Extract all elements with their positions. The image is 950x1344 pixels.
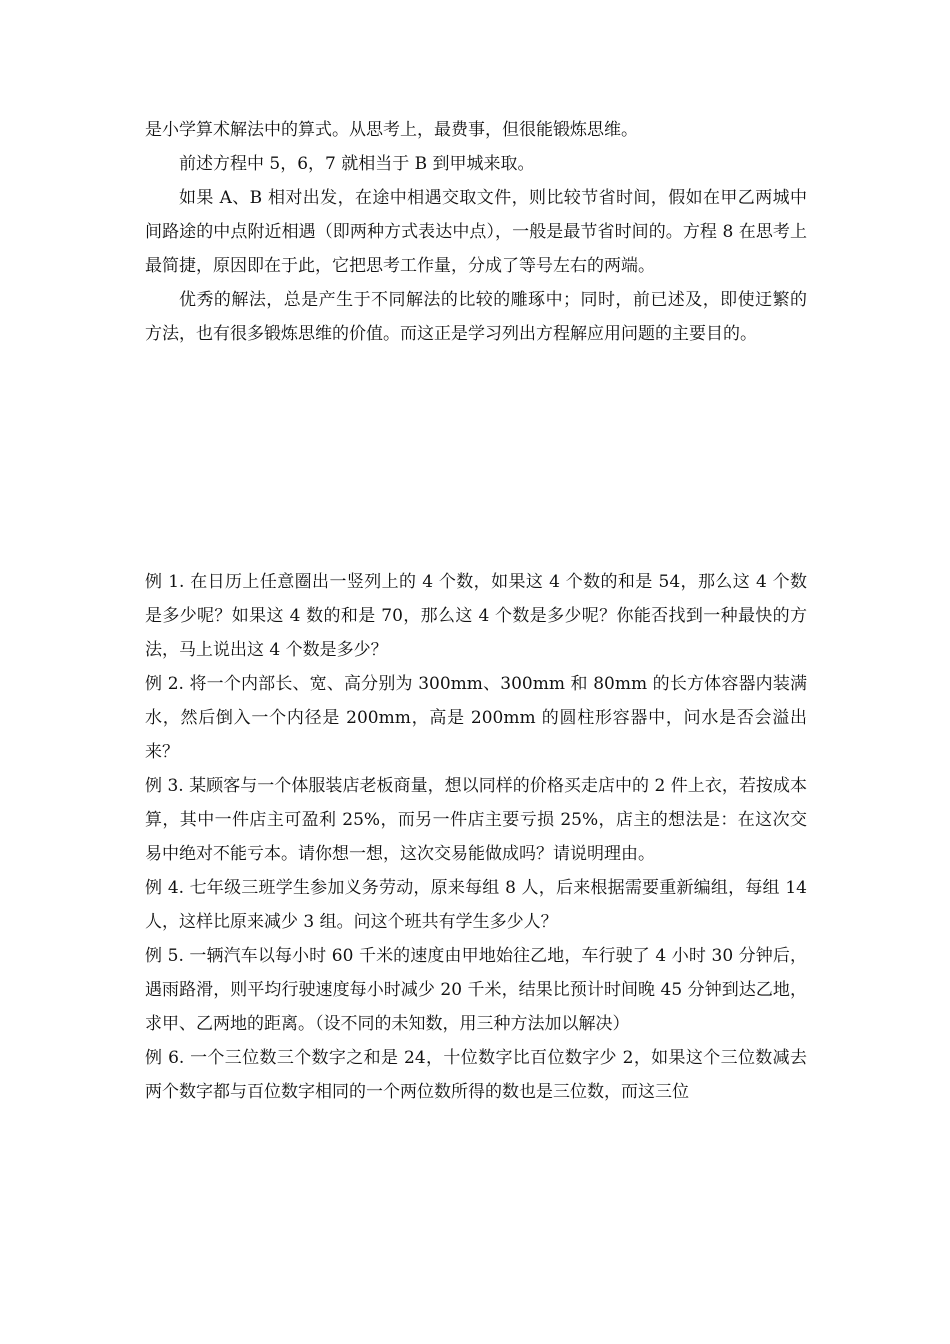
paragraph: 优秀的解法，总是产生于不同解法的比较的雕琢中；同时，前已述及，即使迂繁的方法，也有很多锻炼思维的价值。而这正是学习列出方程解应用问题的主要目的。 [145,290,807,344]
example-item: 例 1. 在日历上任意圈出一竖列上的 4 个数，如果这 4 个数的和是 54，那么这 4 个数是多少呢？如果这 4 数的和是 70，那么这 4 个数是多少呢？你能否找到一种最快的方法，马上说出这 4 个数是多少？ [145,572,807,660]
example-item: 例 6. 一个三位数三个数字之和是 24，十位数字比百位数字少 2，如果这个三位数减去两个数字都与百位数字相同的一个两位数所得的数也是三位数，而这三位 [145,1048,807,1102]
example-item: 例 4. 七年级三班学生参加义务劳动，原来每组 8 人，后来根据需要重新编组，每组 14 人，这样比原来减少 3 组。问这个班共有学生多少人？ [145,878,807,932]
example-item: 例 2. 将一个内部长、宽、高分别为 300mm、300mm 和 80mm 的长方体容器内装满水，然后倒入一个内径是 200mm，高是 200mm 的圆柱形容器中，问水是否会溢出来？ [145,674,807,762]
paragraph: 前述方程中 5，6，7 就相当于 B 到甲城来取。 [179,154,535,174]
example-item: 例 5. 一辆汽车以每小时 60 千米的速度由甲地始往乙地，车行驶了 4 小时 30 分钟后，遇雨路滑，则平均行驶速度每小时减少 20 千米，结果比预计时间晚 45 分钟到达乙地，求甲、乙两地的距离。（设不同的未知数，用三种方法加以解决） [145,946,807,1034]
examples-section [145,565,807,1109]
example-item: 例 3. 某顾客与一个体服装店老板商量，想以同样的价格买走店中的 2 件上衣，若按成本算，其中一件店主可盈利 25%，而另一件店主要亏损 25%，店主的想法是：在这次交易中绝对不能亏本。请你想一想，这次交易能做成吗？请说明理由。 [145,776,807,864]
discussion-section [145,113,807,351]
paragraph: 如果 A、B 相对出发，在途中相遇交取文件，则比较节省时间，假如在甲乙两城中间路途的中点附近相遇（即两种方式表达中点），一般是最节省时间的。方程 8 在思考上最简捷，原因即在于此，它把思考工作量，分成了等号左右的两端。 [145,188,807,276]
paragraph: 是小学算术解法中的算式。从思考上，最费事，但很能锻炼思维。 [145,120,638,140]
